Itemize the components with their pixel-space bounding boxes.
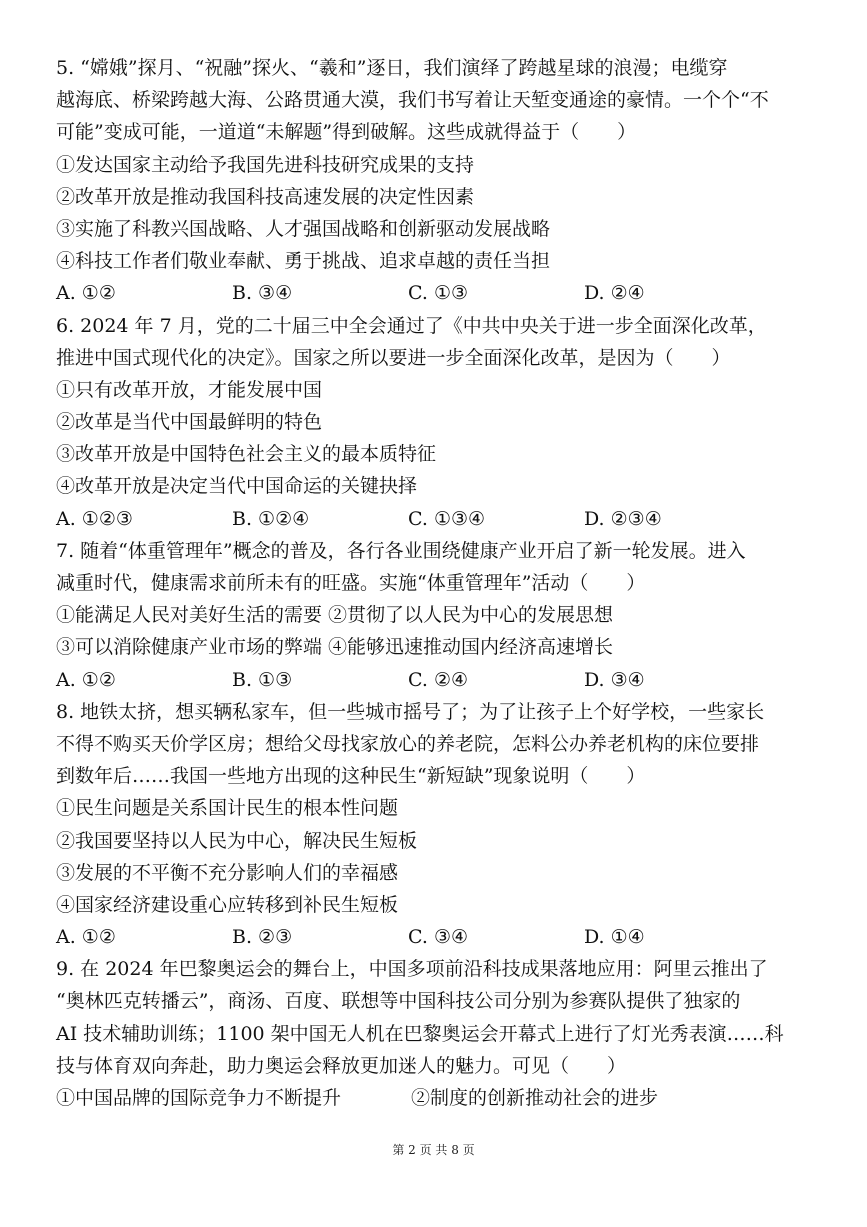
question-stem-line: 推进中国式现代化的决定》。国家之所以要进一步全面深化改革，是因为（ ）	[56, 346, 731, 369]
question-stem-line: 技与体育双向奔赴，助力奥运会释放更加迷人的魅力。可见（ ）	[56, 1054, 627, 1077]
option-d[interactable]: D. ③④	[584, 668, 645, 691]
question-stem-line: 减重时代，健康需求前所未有的旺盛。实施“体重管理年”活动（ ）	[56, 572, 646, 594]
question-6	[56, 310, 826, 535]
answer-options	[56, 503, 826, 535]
question-stem-line: 6. 2024 年 7 月，党的二十届三中全会通过了《中共中央关于进一步全面深化改革，	[56, 314, 767, 337]
option-a[interactable]: A. ①②③	[56, 507, 133, 530]
statement-item-pair	[56, 1082, 826, 1114]
question-9	[56, 953, 826, 1114]
statement-item: ②制度的创新推动社会的进步	[411, 1087, 659, 1109]
statement-item: ③实施了科教兴国战略、人才强国战略和创新驱动发展战略	[56, 217, 551, 240]
option-d[interactable]: D. ②③④	[584, 507, 662, 530]
option-b[interactable]: B. ②③	[232, 926, 293, 949]
question-8	[56, 696, 826, 954]
answer-options	[56, 277, 826, 309]
statement-item: ①民生问题是关系国计民生的根本性问题	[56, 797, 399, 820]
statement-item: ①只有改革开放，才能发展中国	[56, 378, 323, 401]
question-stem-line: “奥林匹克转播云”，商汤、百度、联想等中国科技公司分别为参赛队提供了独家的	[56, 990, 741, 1013]
option-a[interactable]: A. ①②	[56, 668, 116, 691]
option-c[interactable]: C. ①③④	[408, 507, 486, 530]
question-stem-line: 9. 在 2024 年巴黎奥运会的舞台上，中国多项前沿科技成果落地应用：阿里云推出了	[56, 958, 768, 981]
statement-item: ③改革开放是中国特色社会主义的最本质特征	[56, 443, 437, 466]
page-footer: 第 2 页 共 8 页	[392, 1143, 475, 1157]
option-a[interactable]: A. ①②	[56, 926, 116, 949]
statement-item: ②我国要坚持以人民为中心，解决民生短板	[56, 829, 418, 852]
question-stem-line: 5. “嫦娥”探月、“祝融”探火、“羲和”逐日，我们演绎了跨越星球的浪漫；电缆穿	[56, 57, 728, 79]
option-b[interactable]: B. ①②④	[232, 507, 310, 530]
statement-item: ④改革开放是决定当代中国命运的关键抉择	[56, 475, 418, 498]
statement-item: ③可以消除健康产业市场的弊端 ④能够迅速推动国内经济高速增长	[56, 636, 614, 659]
statement-item: ①发达国家主动给予我国先进科技研究成果的支持	[56, 153, 475, 176]
statement-item: ②改革开放是推动我国科技高速发展的决定性因素	[56, 185, 475, 208]
statement-item: ③发展的不平衡不充分影响人们的幸福感	[56, 861, 399, 884]
option-b[interactable]: B. ①③	[232, 668, 293, 691]
statement-item: ④国家经济建设重心应转移到补民生短板	[56, 893, 399, 916]
option-c[interactable]: C. ③④	[408, 926, 469, 949]
statement-item: ④科技工作者们敬业奉献、勇于挑战、追求卓越的责任当担	[56, 250, 551, 273]
question-stem-line: AI 技术辅助训练；1100 架中国无人机在巴黎奥运会开幕式上进行了灯光秀表演……科	[56, 1022, 784, 1045]
answer-options	[56, 664, 826, 696]
question-stem-line: 7. 随着“体重管理年”概念的普及，各行各业围绕健康产业开启了新一轮发展。进入	[56, 539, 746, 562]
option-a[interactable]: A. ①②	[56, 282, 116, 305]
question-stem-line: 到数年后……我国一些地方出现的这种民生“新短缺”现象说明（ ）	[56, 765, 646, 788]
answer-options	[56, 921, 826, 953]
option-b[interactable]: B. ③④	[232, 282, 293, 305]
question-5	[56, 52, 826, 310]
option-d[interactable]: D. ②④	[584, 282, 645, 305]
question-stem-line: 可能”变成可能，一道道“未解题”得到破解。这些成就得益于（ ）	[56, 121, 637, 144]
option-c[interactable]: C. ②④	[408, 668, 469, 691]
question-stem-line: 8. 地铁太挤，想买辆私家车，但一些城市摇号了；为了让孩子上个好学校，一些家长	[56, 700, 765, 723]
statement-item: ①中国品牌的国际竞争力不断提升	[56, 1087, 342, 1109]
option-d[interactable]: D. ①④	[584, 926, 645, 949]
question-stem-line: 不得不购买天价学区房；想给父母找家放心的养老院，怎料公办养老机构的床位要排	[56, 732, 760, 755]
statement-item: ①能满足人民对美好生活的需要 ②贯彻了以人民为中心的发展思想	[56, 604, 614, 627]
option-c[interactable]: C. ①③	[408, 282, 469, 305]
question-stem-line: 越海底、桥梁跨越大海、公路贯通大漠，我们书写着让天堑变通途的豪情。一个个“不	[56, 89, 769, 112]
question-list	[56, 52, 826, 1114]
question-7	[56, 535, 826, 696]
statement-item: ②改革是当代中国最鲜明的特色	[56, 411, 323, 434]
